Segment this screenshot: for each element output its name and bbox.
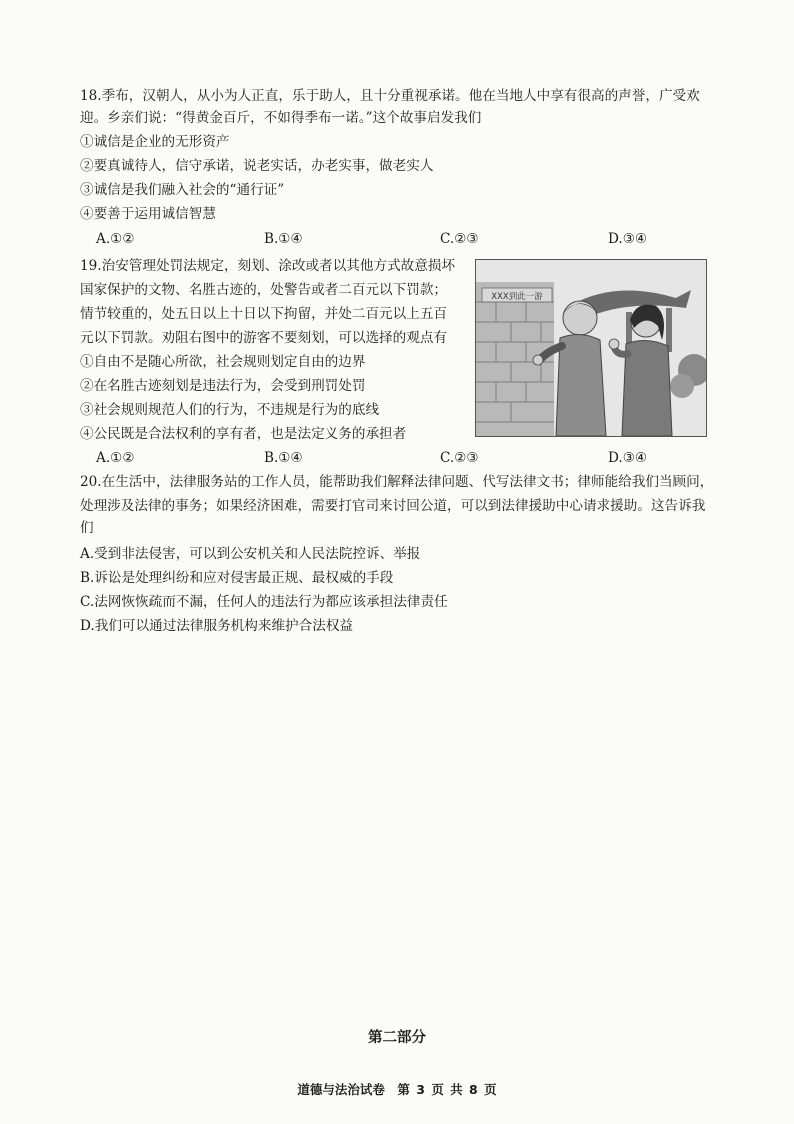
q18-choice-c[interactable]: C.②③ <box>440 231 479 247</box>
q18-stem-line1: 18.季布，汉朝人，从小为人正直，乐于助人，且十分重视承诺。他在当地人中享有很高的声誉，广受欢 <box>80 88 700 104</box>
q19-statement-3: ③社会规则规范人们的行为，不违规是行为的底线 <box>80 402 380 418</box>
page-footer: 道德与法治试卷 第 3 页 共 8 页 <box>297 1082 497 1097</box>
q19-stem-line1: 19.治安管理处罚法规定，刻划、涂改或者以其他方式故意损坏 <box>80 258 456 274</box>
q18-statement-2: ②要真诚待人，信守承诺，说老实话，办老实事，做老实人 <box>80 158 434 174</box>
q20-option-d[interactable]: D.我们可以通过法律服务机构来维护合法权益 <box>80 618 354 634</box>
q20-stem-line2: 处理涉及法律的事务；如果经济困难，需要打官司来讨回公道，可以到法律援助中心请求援助。这告诉我 <box>80 498 706 514</box>
q18-statement-4: ④要善于运用诚信智慧 <box>80 206 216 222</box>
q20-option-a[interactable]: A.受到非法侵害，可以到公安机关和人民法院控诉、举报 <box>80 546 421 562</box>
q19-stem-line4: 元以下罚款。劝阻右图中的游客不要刻划，可以选择的观点有 <box>80 330 448 346</box>
q19-choice-b[interactable]: B.①④ <box>264 450 303 466</box>
wall-graffiti-text: XXX到此一游 <box>491 292 543 302</box>
q20-option-b[interactable]: B.诉讼是处理纠纷和应对侵害最正规、最权威的手段 <box>80 570 394 586</box>
q20-stem-line1: 20.在生活中，法律服务站的工作人员，能帮助我们解释法律问题、代写法律文书；律师能给我们当顾问， <box>80 474 714 490</box>
section-title: 第二部分 <box>368 1030 426 1046</box>
q19-stem-line3: 情节较重的，处五日以上十日以下拘留，并处二百元以上五百 <box>80 306 448 322</box>
q19-statement-2: ②在名胜古迹刻划是违法行为，会受到刑罚处罚 <box>80 378 366 394</box>
q18-statement-1: ①诚信是企业的无形资产 <box>80 134 230 150</box>
q18-stem-line2: 迎。乡亲们说：“得黄金百斤，不如得季布一诺。”这个故事启发我们 <box>80 110 482 126</box>
q19-statement-4: ④公民既是合法权利的享有者，也是法定义务的承担者 <box>80 426 407 442</box>
q19-choice-c[interactable]: C.②③ <box>440 450 479 466</box>
q19-stem-line2: 国家保护的文物、名胜古迹的，处警告或者二百元以下罚款； <box>80 282 448 298</box>
q20-option-c[interactable]: C.法网恢恢疏而不漏，任何人的违法行为都应该承担法律责任 <box>80 594 448 610</box>
q18-choice-a[interactable]: A.①② <box>96 231 135 247</box>
q18-choice-b[interactable]: B.①④ <box>264 231 303 247</box>
q19-choice-a[interactable]: A.①② <box>96 450 135 466</box>
q19-choice-d[interactable]: D.③④ <box>608 450 648 466</box>
q18-choice-d[interactable]: D.③④ <box>608 231 648 247</box>
tourist-scene-image <box>476 260 706 436</box>
q19-statement-1: ①自由不是随心所欲，社会规则划定自由的边界 <box>80 354 366 370</box>
q18-statement-3: ③诚信是我们融入社会的“通行证” <box>80 182 285 198</box>
q20-stem-line3: 们 <box>80 520 94 536</box>
q19-illustration <box>475 259 707 437</box>
